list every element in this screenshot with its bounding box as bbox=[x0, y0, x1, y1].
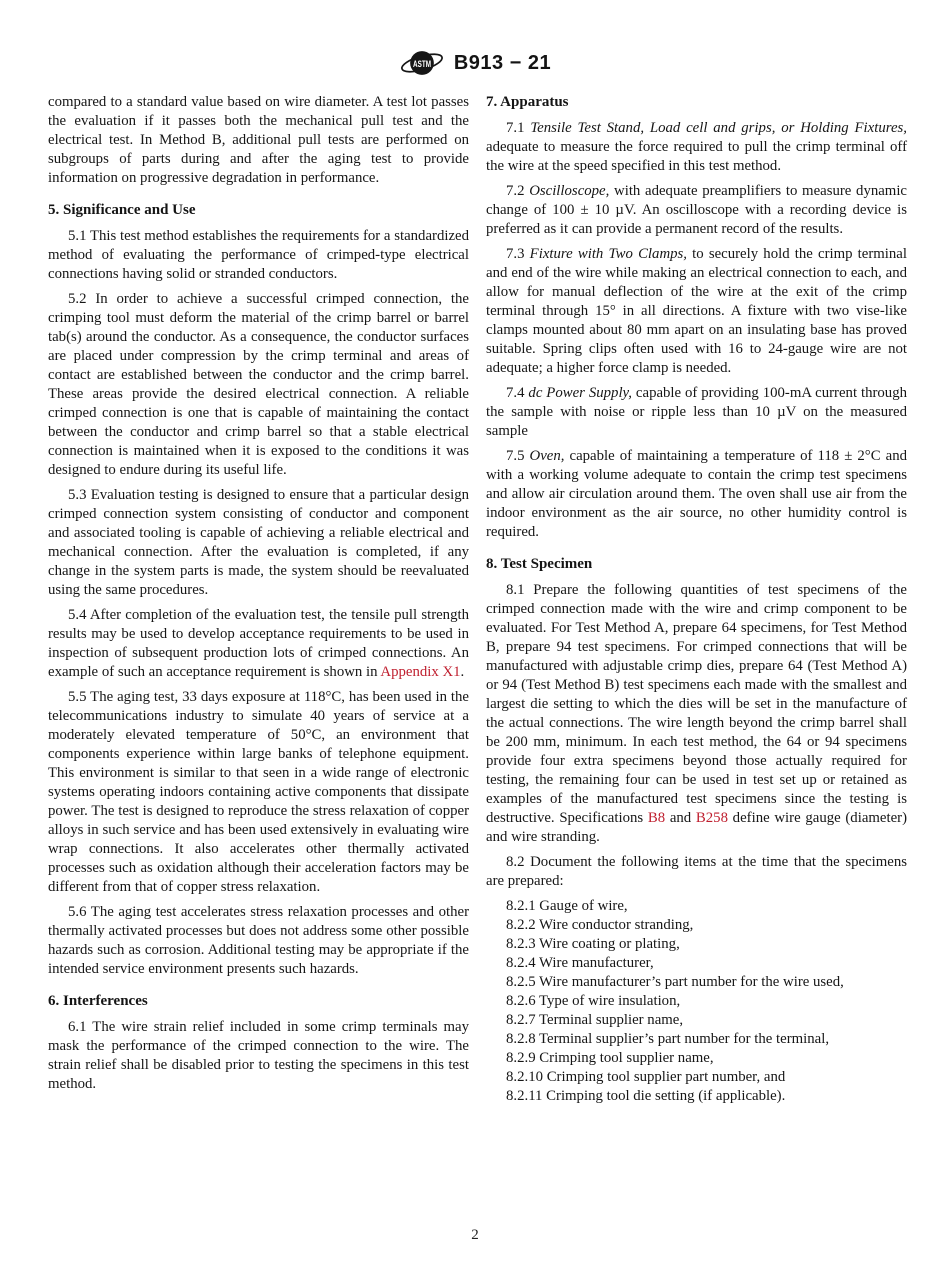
para-7-2-num: 7.2 bbox=[506, 183, 530, 199]
spec-b8-link[interactable]: B8 bbox=[647, 810, 666, 826]
para-7-4 bbox=[486, 384, 907, 441]
list-item-8-2-5: 8.2.5 Wire manufacturer’s part number for the wire used, bbox=[506, 974, 844, 990]
para-5-6: 5.6 The aging test accelerates stress relaxation processes and other thermally activated processes but does not address some other possible hazards such as corrosion. Additional testing may be appropriate if the intended service environment presents such hazards. bbox=[48, 904, 469, 977]
para-5-1: 5.1 This test method establishes the requirements for a standardized method of evaluating the performance of crimped-type electrical connections having solid or stranded conductors. bbox=[48, 228, 469, 282]
list-item-8-2-11: 8.2.11 Crimping tool die setting (if applicable). bbox=[506, 1088, 786, 1104]
page-header bbox=[0, 44, 950, 82]
para-8-1-tail: define wire gauge (diameter) and wire stranding. bbox=[486, 810, 907, 845]
left-column bbox=[48, 93, 469, 1100]
para-7-5-term: Oven, bbox=[529, 448, 565, 464]
para-7-4-text: capable of providing 100-mA current through the sample with noise or ripple less than 10 µV on the measured sample bbox=[486, 385, 907, 439]
para-7-1-text: adequate to measure the force required to pull the crimp terminal off the wire at the speed specified in this test method. bbox=[486, 139, 907, 174]
para-5-2: 5.2 In order to achieve a successful crimped connection, the crimping tool must deform the material of the crimp barrel or barrel tab(s) around the conductor. As a consequence, the conductor surfaces are placed under compression by the crimp terminal and areas of contact are established between the conductor and the crimp barrel. These areas provide the desired electrical connection. A reliable crimped connection is one that is capable of maintaining the contact between the conductor and crimp barrel so that a stable electrical connection is maintained when it is exposed to the conditions it was designed to endure during its useful life. bbox=[48, 291, 469, 478]
astm-logo-icon bbox=[399, 44, 445, 82]
list-item-8-2-10: 8.2.10 Crimping tool supplier part number, and bbox=[506, 1069, 786, 1085]
para-7-3-term: Fixture with Two Clamps, bbox=[529, 246, 687, 262]
para-7-3-num: 7.3 bbox=[506, 246, 530, 262]
section-5-heading: 5. Significance and Use bbox=[48, 202, 196, 218]
para-8-1-mid: and bbox=[665, 810, 696, 826]
para-5-4-tail: . bbox=[460, 664, 465, 680]
section-7-heading: 7. Apparatus bbox=[486, 94, 569, 110]
list-item-8-2-7: 8.2.7 Terminal supplier name, bbox=[506, 1012, 684, 1028]
page-footer bbox=[0, 1227, 950, 1244]
para-7-4-num: 7.4 bbox=[506, 385, 529, 401]
para-7-2-term: Oscilloscope, bbox=[529, 183, 610, 199]
para-8-1-text: 8.1 Prepare the following quantities of test specimens of the crimped connection made with the wire and crimp component to be evaluated. For Test Method A, prepare 64 specimens, for Test Method B, prepare 94 test specimens. For crimped connections that will be manufactured with adjustable crimp dies, prepare 64 (Test Method A) or 94 (Test Method B) test specimens each made with the smallest and largest die setting to which the dies will be set in the manufacture of the actual connections. The wire length beyond the crimp barrel shall be 200 mm, minimum. In each test method, the 64 or 94 specimens provide four extra specimens beyond those actually required for testing, the remaining four can be used in test set up or retained as examples of the manufactured test specimens since the testing is destructive. Specifications bbox=[486, 582, 907, 826]
list-item-8-2-1: 8.2.1 Gauge of wire, bbox=[506, 898, 628, 914]
para-5-4 bbox=[48, 606, 469, 682]
para-7-1-num: 7.1 bbox=[506, 120, 531, 136]
para-6-1: 6.1 The wire strain relief included in some crimp terminals may mask the performance of the crimped connection to the wire. The strain relief shall be disabled prior to testing the specimens in this test method. bbox=[48, 1019, 469, 1092]
right-column bbox=[486, 93, 907, 1106]
list-item-8-2-6: 8.2.6 Type of wire insulation, bbox=[506, 993, 681, 1009]
list-item-8-2-2: 8.2.2 Wire conductor stranding, bbox=[506, 917, 694, 933]
list-item-8-2-9: 8.2.9 Crimping tool supplier name, bbox=[506, 1050, 714, 1066]
para-8-2: 8.2 Document the following items at the time that the specimens are prepared: bbox=[486, 854, 907, 889]
continuation-paragraph: compared to a standard value based on wire diameter. A test lot passes the evaluation if it passes both the mechanical pull test and the electrical test. In Method B, additional pull tests are performed on subgroups of parts during and after the aging test to provide information on progressive degradation in performance. bbox=[48, 94, 469, 186]
list-item-8-2-3: 8.2.3 Wire coating or plating, bbox=[506, 936, 680, 952]
para-7-3 bbox=[486, 245, 907, 378]
list-item-8-2-4: 8.2.4 Wire manufacturer, bbox=[506, 955, 654, 971]
svg-text:ASTM: ASTM bbox=[412, 58, 431, 69]
para-7-5-text: capable of maintaining a temperature of 118 ± 2°C and with a working volume adequate to contain the crimp test specimens and allow air circulation around them. The oven shall use air from the indoor environment as the air source, no other humidity control is required. bbox=[486, 448, 907, 540]
para-7-2-text: with adequate preamplifiers to measure dynamic change of 100 ± 10 µV. An oscilloscope with a recording device is preferred as it can provide a permanent record of the results. bbox=[486, 183, 907, 237]
para-5-5: 5.5 The aging test, 33 days exposure at 118°C, has been used in the telecommunications industry to simulate 40 years of service at a moderately elevated temperature of 50°C, an environment that components experience within large banks of telephone equipment. This environment is similar to that seen in a wide range of electronic systems operating indoors containing active components that dissipate power. The test is designed to reproduce the stress relaxation of copper alloys in such service and has been used extensively in evaluating wire wrap connections. It also accelerates other thermally activated processes such as oxidation although their acceleration factors may be different from that of copper stress relaxation. bbox=[48, 689, 469, 895]
appendix-x1-link[interactable]: Appendix X1 bbox=[380, 664, 461, 680]
standard-designation: B913 − 21 bbox=[453, 51, 552, 74]
para-7-3-text: to securely hold the crimp terminal and end of the wire while making an electrical connection to each, and allow for manual deflection of the wire at the exit of the crimp terminal through 15° in all directions. A fixture with two vise-like clamps mounted about 80 mm apart on an insulating base has proved suitable. Spring clips often used with 16 to 24-gauge wire are not adequate; a higher force clamp is needed. bbox=[486, 246, 907, 376]
para-7-5-num: 7.5 bbox=[506, 448, 530, 464]
para-8-1 bbox=[486, 581, 907, 847]
section-8-heading: 8. Test Specimen bbox=[486, 556, 593, 572]
list-item-8-2-8: 8.2.8 Terminal supplier’s part number for the terminal, bbox=[506, 1031, 830, 1047]
page-number: 2 bbox=[471, 1227, 479, 1243]
spec-b258-link[interactable]: B258 bbox=[695, 810, 728, 826]
para-7-1 bbox=[486, 119, 907, 176]
para-5-3: 5.3 Evaluation testing is designed to ensure that a particular design crimped connection system consisting of conductor and component and associated tooling is capable of achieving a reliable electrical and mechanical connection. After the evaluation is completed, if any change in the system parts is made, the system should be reevaluated using the same procedures. bbox=[48, 487, 469, 598]
para-7-1-term: Tensile Test Stand, Load cell and grips, or Holding Fixtures, bbox=[530, 120, 907, 136]
section-6-heading: 6. Interferences bbox=[48, 993, 148, 1009]
para-7-2 bbox=[486, 182, 907, 239]
para-5-4-text: 5.4 After completion of the evaluation test, the tensile pull strength results may be used to develop acceptance requirements to be used in inspection of subsequent production lots of crimped connections. An example of such an acceptance requirement is shown in bbox=[48, 607, 469, 680]
para-7-5 bbox=[486, 447, 907, 542]
para-7-4-term: dc Power Supply, bbox=[528, 385, 633, 401]
